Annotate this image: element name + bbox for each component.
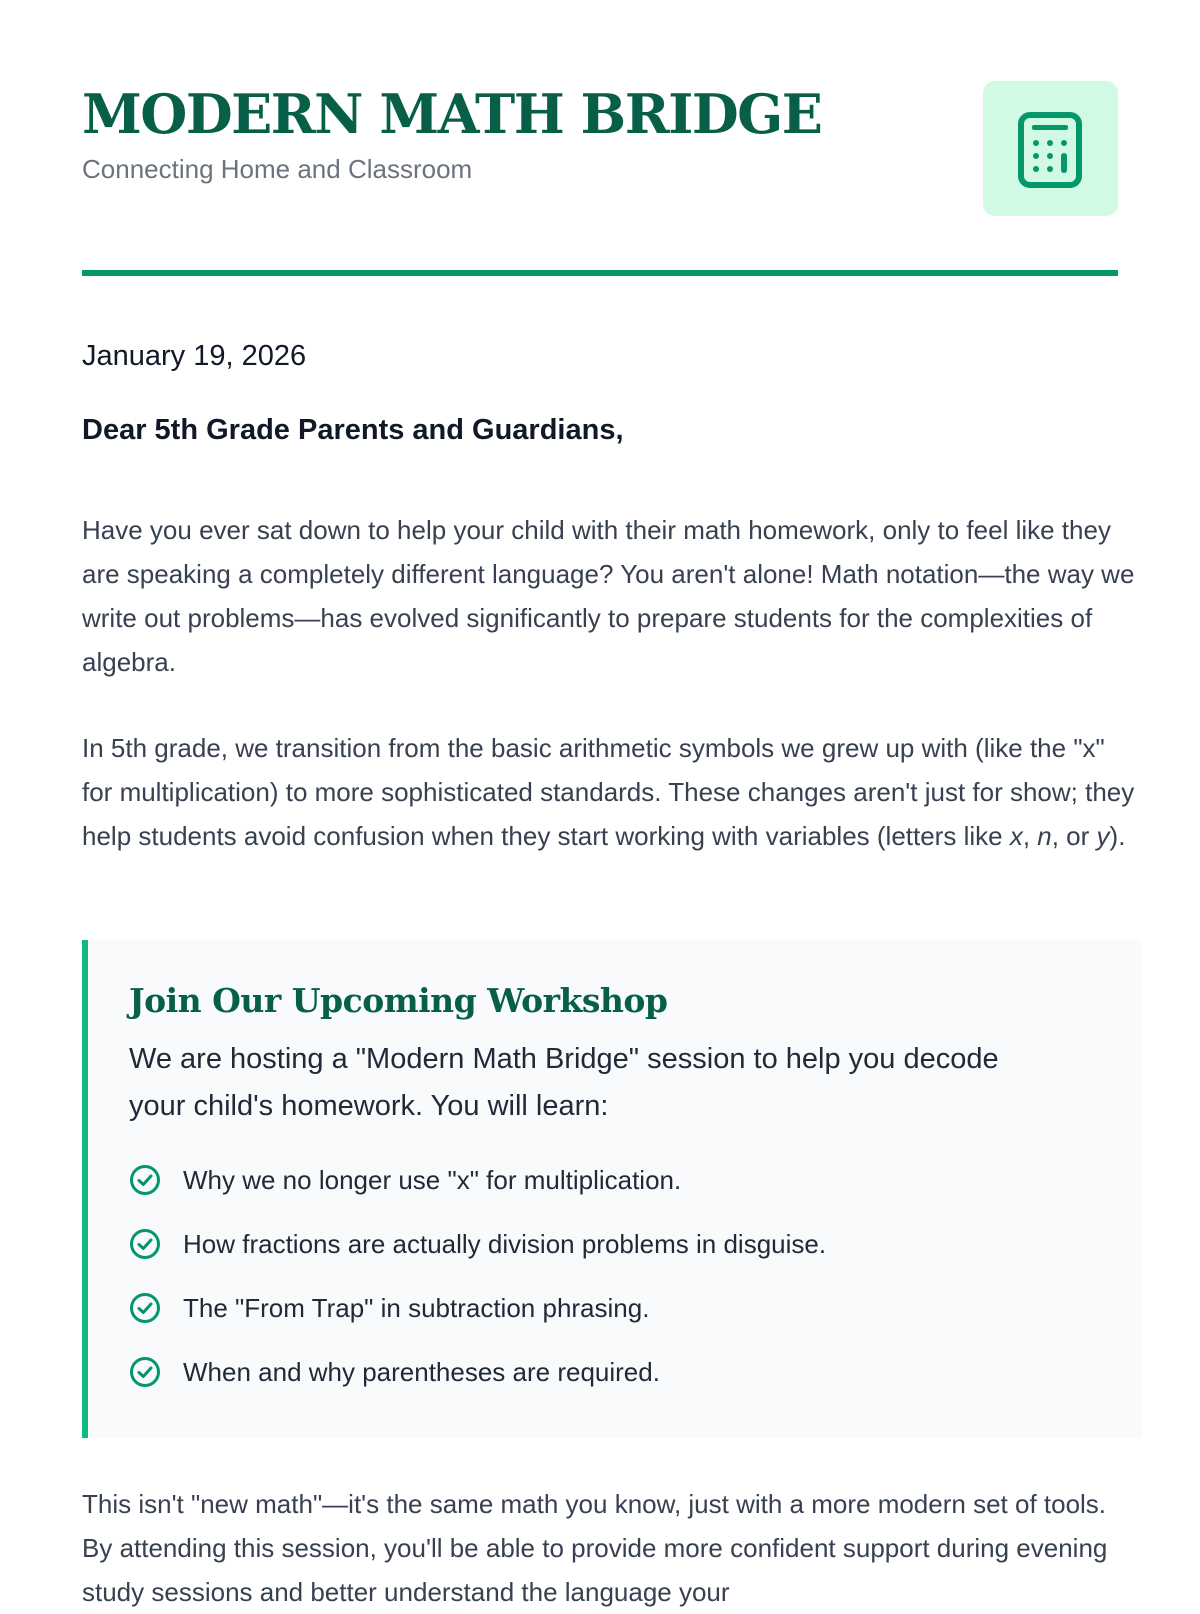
workshop-title: Join Our Upcoming Workshop (129, 981, 668, 1020)
brand-subtitle: Connecting Home and Classroom (82, 154, 473, 184)
variable-n: n (1037, 821, 1052, 851)
check-circle-icon (129, 1164, 161, 1196)
variable-separator: , or (1051, 821, 1097, 851)
list-item-text: When and why parentheses are required. (183, 1357, 660, 1387)
notation-text: In 5th grade, we transition from the basic arithmetic symbols we grew up with (like the "x" for multiplication) to more sophisticated standards. These changes aren't just for show; they help students avoid confusion when they start working with variables (letters like (82, 733, 1135, 851)
list-item-text: The "From Trap" in subtraction phrasing. (183, 1293, 650, 1323)
calculator-icon (1018, 112, 1082, 188)
workshop-intro: We are hosting a "Modern Math Bridge" session to help you decode your child's homework. You will learn: (129, 1043, 999, 1122)
logo-badge (983, 81, 1118, 216)
check-circle-icon (129, 1228, 161, 1260)
workshop-checklist (129, 1162, 826, 1418)
letter-date: January 19, 2026 (82, 340, 307, 372)
notation-paragraph (82, 726, 1142, 858)
list-item (129, 1226, 826, 1290)
list-item (129, 1354, 826, 1418)
brand-title: MODERN MATH BRIDGE (82, 82, 822, 146)
check-circle-icon (129, 1292, 161, 1324)
list-item-text: Why we no longer use "x" for multiplication. (183, 1165, 682, 1195)
workshop-callout (82, 940, 1142, 1438)
list-item-text: How fractions are actually division problems in disguise. (183, 1229, 827, 1259)
list-item (129, 1290, 826, 1354)
letterhead (82, 0, 1118, 270)
variable-y: y (1096, 821, 1110, 851)
intro-paragraph: Have you ever sat down to help your child with their math homework, only to feel like they are speaking a completely different language? You aren't alone! Math notation—the way we write out problems—has evolved significantly to prepare students for the complexities of algebra. (82, 515, 1135, 677)
list-item (129, 1162, 826, 1226)
notation-text-end: ). (1109, 821, 1126, 851)
salutation: Dear 5th Grade Parents and Guardians, (82, 414, 624, 446)
header-divider (82, 270, 1118, 276)
variable-separator: , (1022, 821, 1038, 851)
variable-x: x (1009, 821, 1023, 851)
check-circle-icon (129, 1356, 161, 1388)
closing-paragraph: This isn't "new math"—it's the same math you know, just with a more modern set of tools. By attending this session, you'll be able to provide more confident support during evening study sessions and better understand the language your (82, 1489, 1108, 1607)
